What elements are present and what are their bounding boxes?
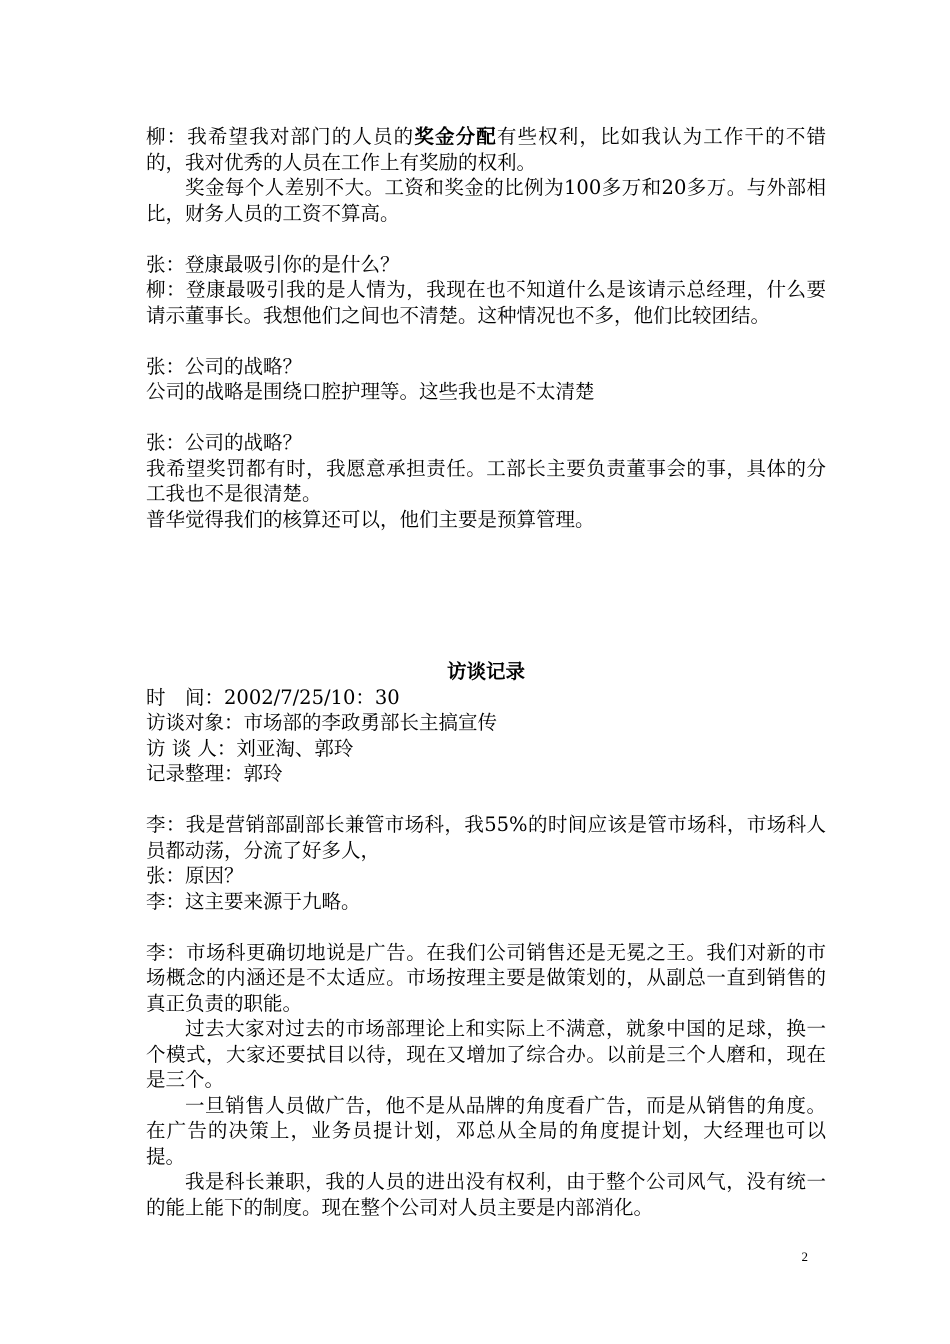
paragraph: 过去大家对过去的市场部理论上和实际上不满意，就象中国的足球，换一个模式，大家还要拭目以待，现在又增加了综合办。以前是三个人磨和，现在是三个。: [146, 1017, 826, 1091]
blank-line: [146, 226, 826, 252]
text-run: 有些权利，比如我认为工作干的不错的，我对优秀的人员在工作上有奖励的权利。: [146, 125, 826, 174]
blank-line: [146, 914, 826, 940]
record-interviewer: 访 谈 人：刘亚淘、郭玲: [146, 736, 354, 760]
paragraph: 张：公司的战略？: [146, 354, 303, 378]
record-subject: 访谈对象：市场部的李政勇部长主搞宣传: [146, 711, 498, 734]
paragraph: 李：我是营销部副部长兼管市场科，我55%的时间应该是管市场科，市场科人员都动荡，分流了好多人，: [146, 813, 826, 862]
paragraph: 李：这主要来源于九略。: [146, 889, 361, 913]
paragraph: 普华觉得我们的核算还可以，他们主要是预算管理。: [146, 507, 595, 531]
record-title: 访谈记录: [446, 660, 525, 683]
paragraph: 张：原因？: [146, 864, 244, 887]
paragraph: 李：市场科更确切地说是广告。在我们公司销售还是无冕之王。我们对新的市场概念的内涵还是不太适应。市场按理主要是做策划的，从副总一直到销售的真正负责的职能。: [146, 940, 826, 1015]
document-body: [146, 124, 826, 1220]
paragraph: 奖金每个人差别不大。工资和奖金的比例为100多万和20多万。与外部相比，财务人员的工资不算高。: [146, 176, 826, 225]
section-gap: [146, 532, 826, 659]
blank-line: [146, 787, 826, 813]
paragraph: 我是科长兼职，我的人员的进出没有权利，由于整个公司风气，没有统一的能上能下的制度。现在整个公司对人员主要是内部消化。: [146, 1170, 826, 1219]
paragraph: 一旦销售人员做广告，他不是从品牌的角度看广告，而是从销售的角度。在广告的决策上，业务员提计划，邓总从全局的角度提计划，大经理也可以提。: [146, 1093, 826, 1168]
blank-line: [146, 405, 826, 431]
paragraph: 柳：登康最吸引我的是人情为，我现在也不知道什么是该请示总经理，什么要请示董事长。我想他们之间也不清楚。这种情况也不多，他们比较团结。: [146, 278, 826, 327]
bold-text-run: 奖金分配: [414, 125, 497, 148]
paragraph: 张：公司的战略？: [146, 431, 303, 454]
text-run: 柳：我希望我对部门的人员的: [146, 125, 415, 148]
record-time: 时 间：2002/7/25/10：30: [146, 685, 400, 709]
paragraph: [146, 124, 826, 175]
record-recorder: 记录整理：郭玲: [146, 762, 283, 785]
paragraph: 公司的战略是围绕口腔护理等。这些我也是不太清楚: [146, 380, 595, 403]
blank-line: [146, 328, 826, 354]
paragraph: 张：登康最吸引你的是什么？: [146, 252, 400, 276]
paragraph: 我希望奖罚都有时，我愿意承担责任。工部长主要负责董事会的事，具体的分工我也不是很清楚。: [146, 456, 826, 505]
page-number: 2: [801, 1249, 808, 1264]
